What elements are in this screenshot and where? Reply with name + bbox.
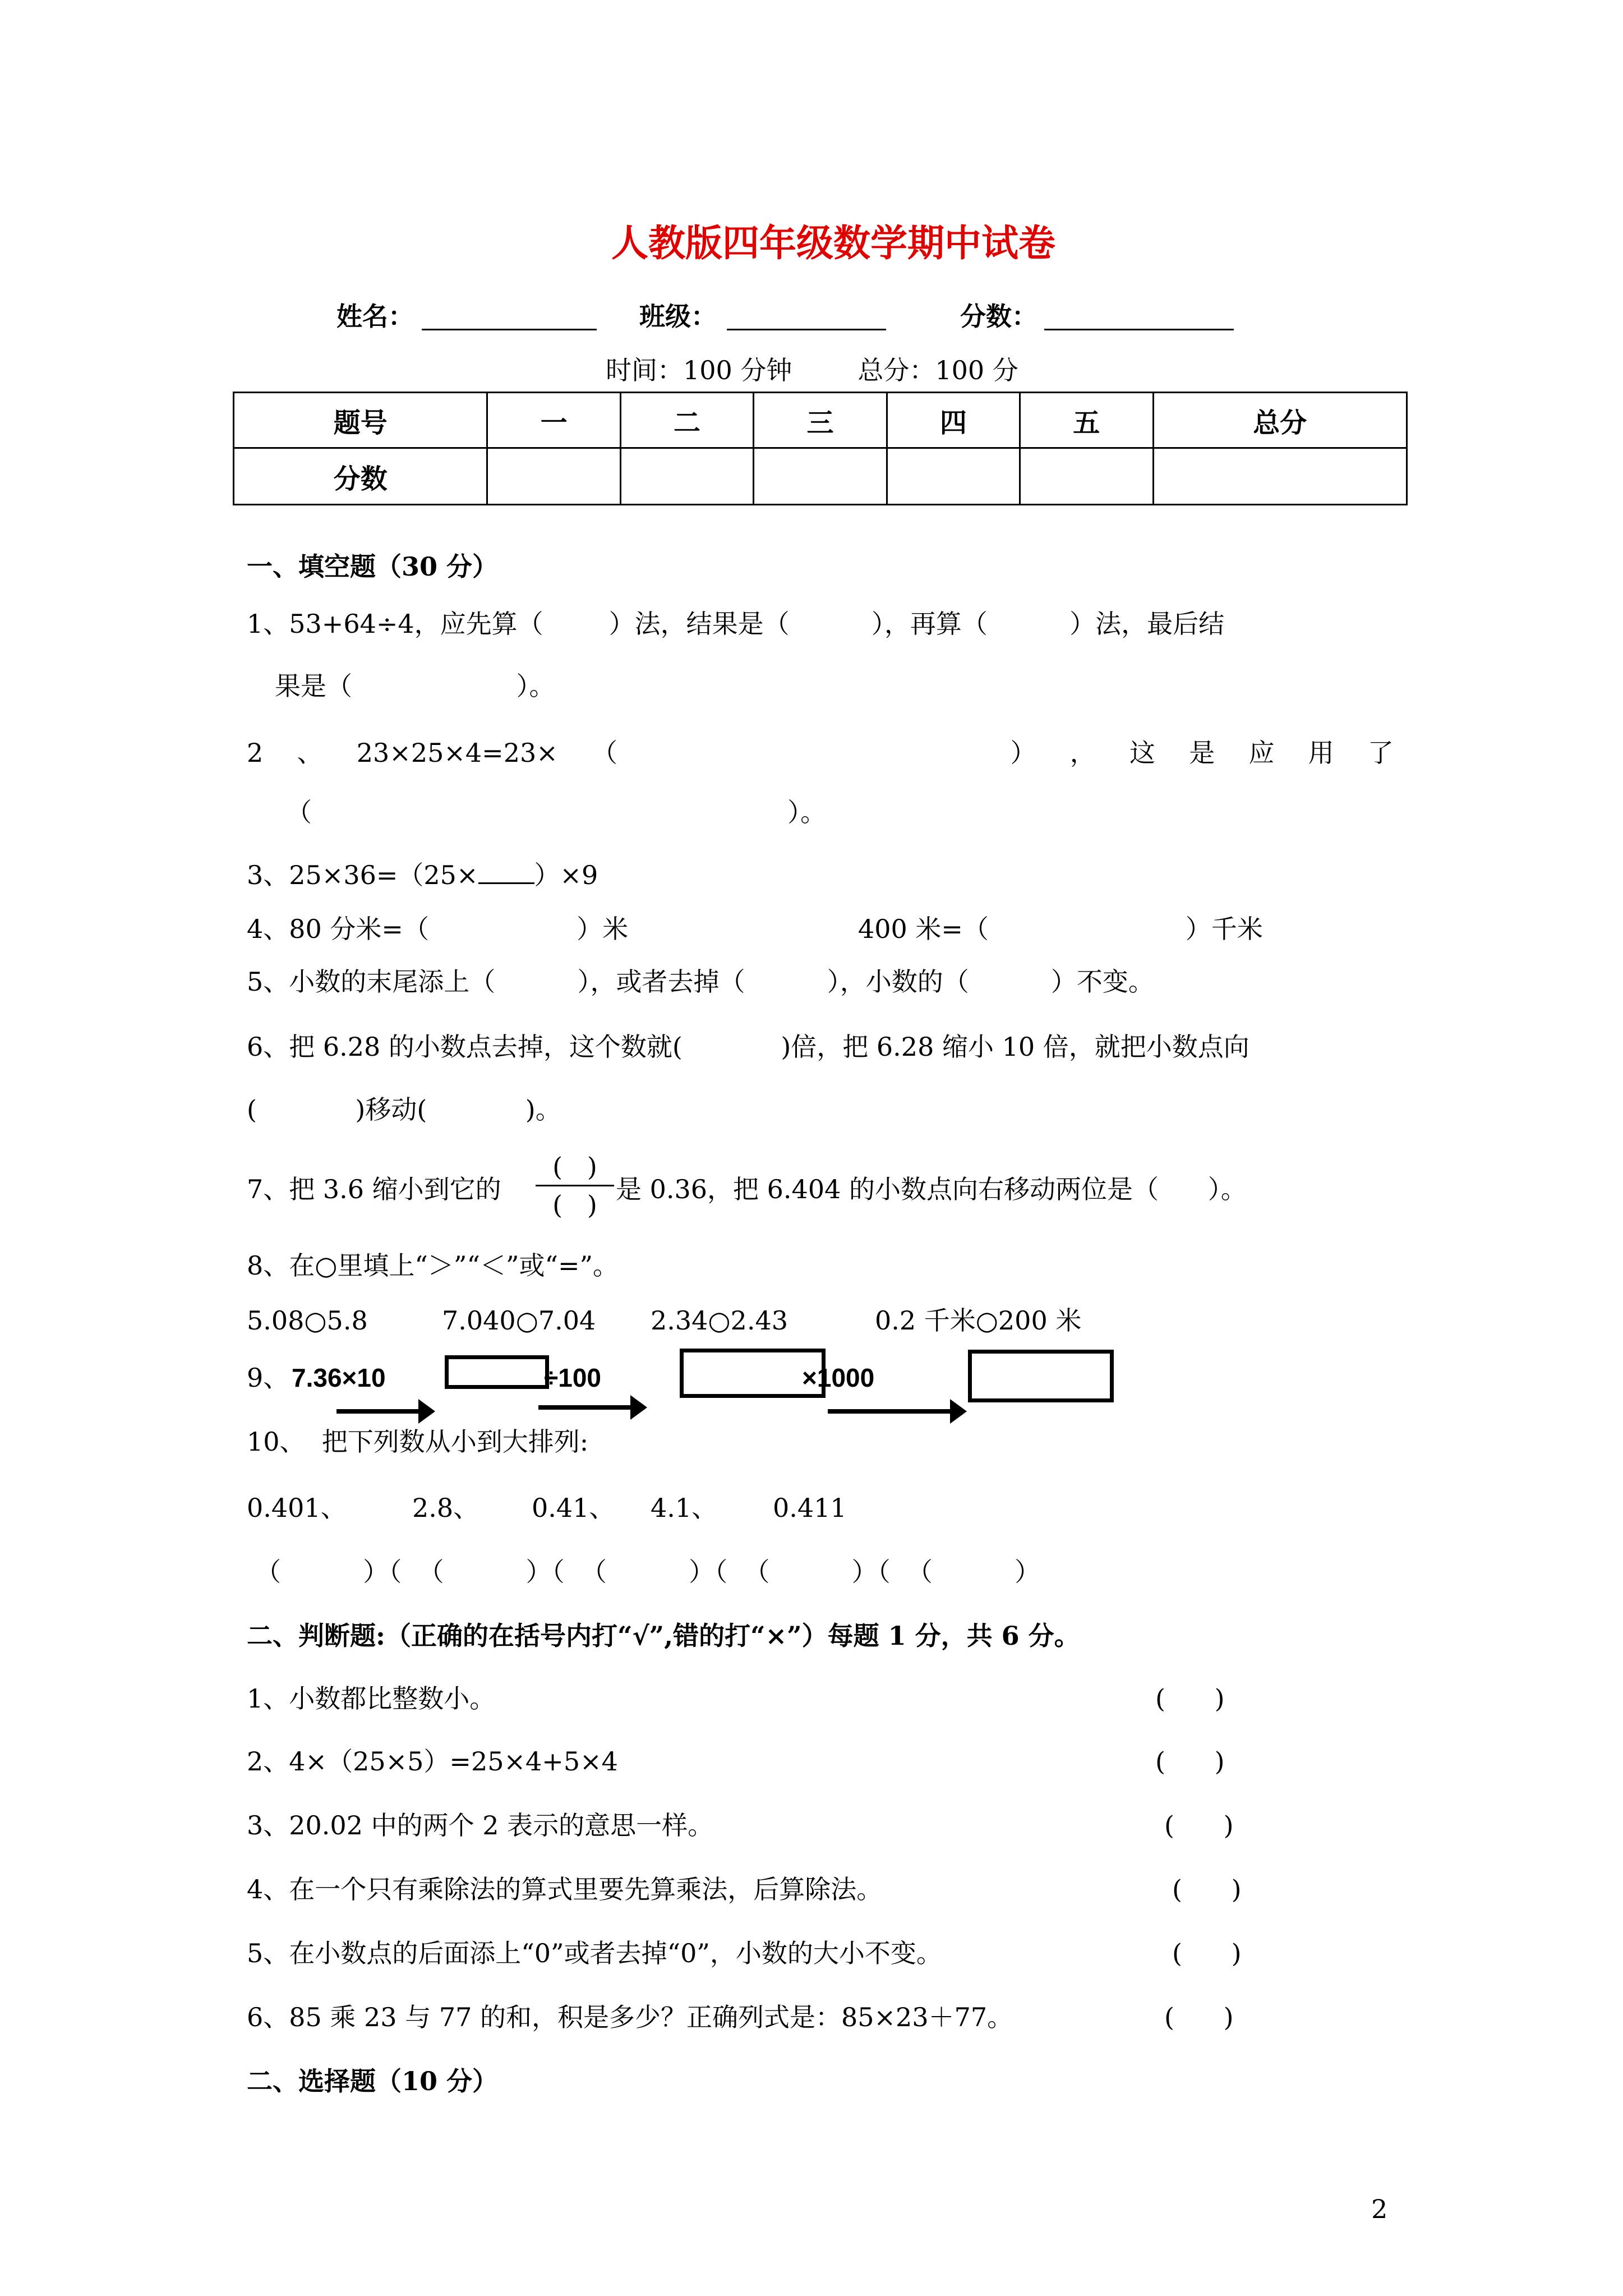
score-table-header: [234, 393, 1407, 448]
q8-item: 5.08○5.8: [247, 1305, 368, 1336]
q2-token: 了: [1367, 738, 1394, 768]
q7-fraction-denominator[interactable]: ( ): [552, 1190, 597, 1220]
score-input-cell[interactable]: [1020, 448, 1153, 505]
score-table-cell: 题号: [234, 393, 487, 448]
q1-line1: 1、53+64÷4，应先算（ ）法，结果是（ ），再算（ ）法，最后结: [247, 609, 1225, 639]
q2-token: 用: [1308, 738, 1334, 768]
q8-item: 0.2 千米○200 米: [875, 1305, 1082, 1336]
judge-item-3: 3、20.02 中的两个 2 表示的意思一样。: [247, 1810, 714, 1841]
class-blank[interactable]: [727, 303, 886, 330]
q10-item: 0.401、: [247, 1493, 347, 1523]
score-table-cell: 二: [620, 393, 753, 448]
q9-answer-box-3[interactable]: [968, 1350, 1114, 1402]
q5: 5、小数的末尾添上（ ），或者去掉（ ），小数的（ ）不变。: [247, 967, 1154, 997]
q2-line1: [247, 736, 1394, 770]
q4-part2: 400 米=（ ）千米: [858, 914, 1263, 944]
score-input-cell[interactable]: [754, 448, 887, 505]
q1-line2: 果是（ ）。: [275, 671, 555, 701]
q2-token: 应: [1248, 738, 1275, 768]
score-table-cell: 五: [1020, 393, 1153, 448]
judge-item-1: 1、小数都比整数小。: [247, 1683, 496, 1714]
name-blank[interactable]: [422, 303, 597, 330]
judge-bracket-5[interactable]: ( ): [1172, 1938, 1242, 1968]
judge-bracket-2[interactable]: ( ): [1155, 1746, 1225, 1777]
judge-bracket-4[interactable]: ( ): [1172, 1874, 1242, 1904]
q6-line1: 6、把 6.28 的小数点去掉，这个数就( )倍，把 6.28 缩小 10 倍，就把小数点向: [247, 1032, 1249, 1062]
section3-title: 二、选择题（10 分）: [247, 2066, 499, 2096]
score-table-cell: 四: [887, 393, 1020, 448]
q9-arrow-3: [828, 1409, 952, 1414]
score-blank[interactable]: [1044, 303, 1234, 330]
q9-label: 9、: [247, 1363, 289, 1393]
section2-title: 二、判断题:（正确的在括号内打“√”,错的打“×”）每题 1 分，共 6 分。: [247, 1621, 1080, 1651]
q9-op-1: ÷100: [544, 1363, 601, 1392]
q2-token: 、: [297, 738, 323, 768]
score-input-cell[interactable]: [1153, 448, 1407, 505]
score-input-cell[interactable]: [887, 448, 1020, 505]
q2-token: 23×25×4=23×: [356, 738, 558, 768]
class-label: 班级：: [639, 301, 717, 332]
score-input-cell[interactable]: [620, 448, 753, 505]
q2-token: 这: [1129, 738, 1155, 768]
q9-arrow-1: [336, 1409, 421, 1414]
q2-token: ）: [1010, 738, 1036, 768]
q10-item: 2.8、: [412, 1493, 479, 1523]
q3-blank[interactable]: [478, 860, 534, 884]
q8-item: 7.040○7.04: [442, 1305, 596, 1336]
q10-item: 0.41、: [532, 1493, 615, 1523]
judge-bracket-1[interactable]: ( ): [1155, 1683, 1225, 1714]
q10-item: 4.1、: [651, 1493, 718, 1523]
q7-fraction-bar: [536, 1185, 614, 1186]
q2-line2: （ ）。: [286, 797, 827, 827]
score-label: 分数：: [960, 301, 1038, 332]
score-table-row: [234, 448, 1407, 505]
judge-item-2: 2、4×（25×5）=25×4+5×4: [247, 1746, 618, 1777]
q8: 8、在○里填上“＞”“＜”或“=”。: [247, 1250, 619, 1281]
q9-arrow-2: [538, 1405, 633, 1410]
q3: [247, 858, 598, 892]
q3-suffix: ）×9: [534, 860, 598, 890]
page-title: 人教版四年级数学期中试卷: [611, 221, 1055, 265]
q2-token: ，: [1069, 738, 1096, 768]
score-table-cell: 总分: [1153, 393, 1407, 448]
score-row-label: 分数: [234, 448, 487, 505]
page-number: 2: [1371, 2194, 1388, 2224]
name-label: 姓名：: [336, 301, 414, 332]
q10-item: 0.411: [773, 1493, 847, 1523]
q2-token: 是: [1189, 738, 1215, 768]
q3-prefix: 3、25×36=（25×: [247, 860, 478, 890]
time-line: 时间：100 分钟 总分：100 分: [606, 355, 1018, 385]
q4-part1: 4、80 分米=（ ）米: [247, 914, 629, 944]
score-input-cell[interactable]: [487, 448, 620, 505]
q7-suffix: 是 0.36，把 6.404 的小数点向右移动两位是（ ）。: [616, 1174, 1247, 1204]
q8-item: 2.34○2.43: [651, 1305, 788, 1336]
q6-line2: ( )移动( )。: [247, 1094, 561, 1125]
q10: 10、 把下列数从小到大排列:: [247, 1427, 589, 1457]
q7-fraction-numerator[interactable]: ( ): [552, 1152, 597, 1182]
q10-blanks[interactable]: （ ）（ （ ）（ （ ）（ （ ）（ （ ）: [255, 1557, 1041, 1587]
q9-answer-box-1[interactable]: [445, 1355, 549, 1389]
q7-fraction: [536, 1150, 614, 1223]
q9-start: 7.36×10: [292, 1363, 386, 1392]
q2-token: 2: [247, 738, 264, 768]
section1-title: 一、填空题（30 分）: [247, 551, 499, 582]
judge-item-5: 5、在小数点的后面添上“0”或者去掉“0”，小数的大小不变。: [247, 1938, 942, 1968]
score-table-cell: 一: [487, 393, 620, 448]
score-table: [233, 392, 1408, 505]
q7-prefix: 7、把 3.6 缩小到它的: [247, 1174, 501, 1204]
judge-item-6: 6、85 乘 23 与 77 的和，积是多少？正确列式是：85×23＋77。: [247, 2002, 1013, 2032]
judge-bracket-3[interactable]: ( ): [1164, 1810, 1234, 1841]
score-table-cell: 三: [754, 393, 887, 448]
judge-bracket-6[interactable]: ( ): [1164, 2002, 1234, 2032]
q9-op-2: ×1000: [802, 1363, 875, 1392]
judge-item-4: 4、在一个只有乘除法的算式里要先算乘法，后算除法。: [247, 1874, 883, 1904]
q2-token: （: [592, 738, 618, 768]
